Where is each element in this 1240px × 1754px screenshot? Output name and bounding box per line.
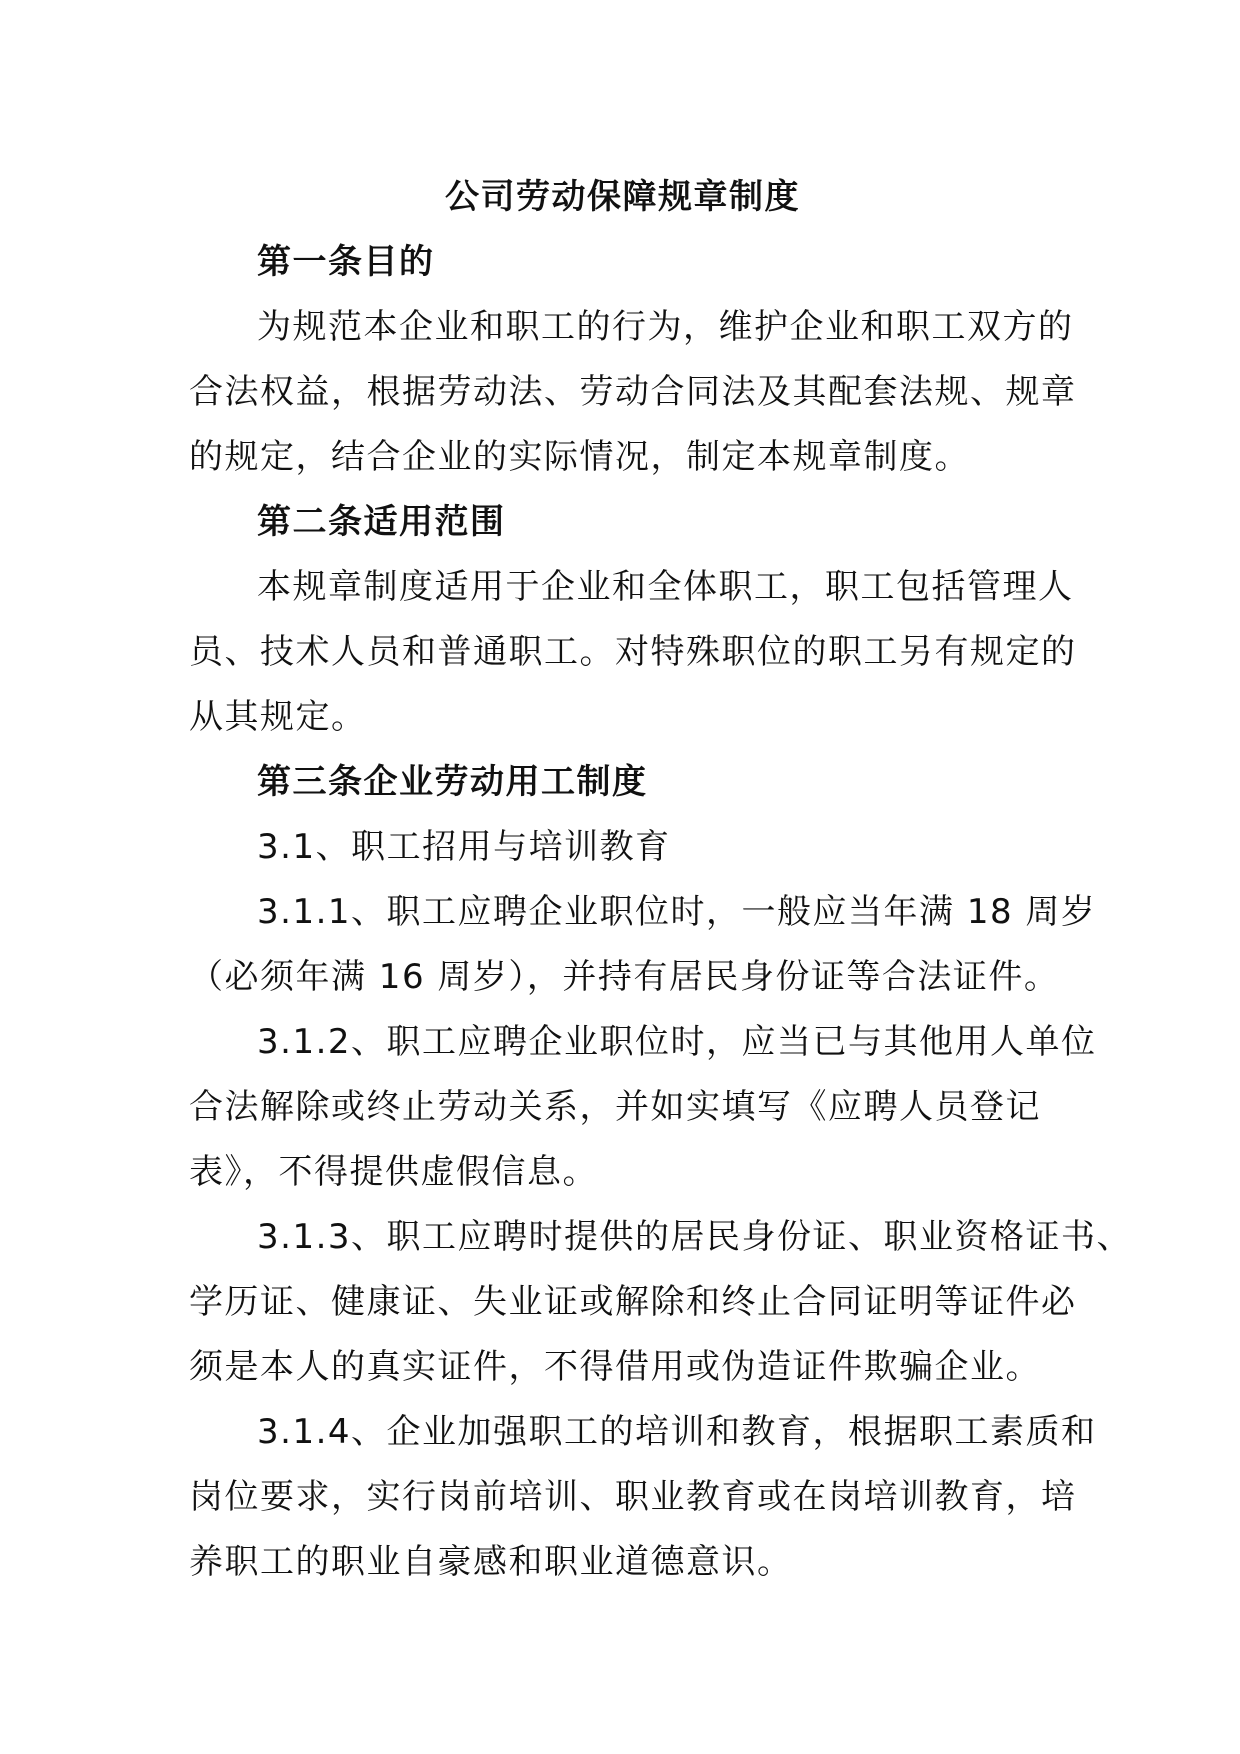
text-line: 表》，不得提供虚假信息。 xyxy=(189,1152,598,1192)
text-line: （必须年满 16 周岁），并持有居民身份证等合法证件。 xyxy=(189,957,1060,997)
text-line: 须是本人的真实证件，不得借用或伪造证件欺骗企业。 xyxy=(189,1347,1041,1387)
text-line: 3.1.4、企业加强职工的培训和教育，根据职工素质和 xyxy=(257,1412,1097,1452)
document-title: 公司劳动保障规章制度 xyxy=(445,177,800,217)
section-heading: 第三条企业劳动用工制度 xyxy=(257,762,648,802)
text-line: 3.1.2、职工应聘企业职位时，应当已与其他用人单位 xyxy=(257,1022,1097,1062)
section-heading: 第二条适用范围 xyxy=(257,502,506,542)
text-line: 3.1.3、职工应聘时提供的居民身份证、职业资格证书、 xyxy=(257,1217,1133,1257)
text-line: 岗位要求，实行岗前培训、职业教育或在岗培训教育，培 xyxy=(189,1477,1077,1517)
text-line: 合法解除或终止劳动关系，并如实填写《应聘人员登记 xyxy=(189,1087,1041,1127)
document-body xyxy=(189,165,1133,1595)
text-line: 本规章制度适用于企业和全体职工，职工包括管理人 xyxy=(257,567,1074,607)
text-line: 员、技术人员和普通职工。对特殊职位的职工另有规定的 xyxy=(189,632,1077,672)
text-line: 为规范本企业和职工的行为，维护企业和职工双方的 xyxy=(257,307,1074,347)
text-line: 学历证、健康证、失业证或解除和终止合同证明等证件必 xyxy=(189,1282,1077,1322)
text-line: 3.1.1、职工应聘企业职位时，一般应当年满 18 周岁 xyxy=(257,892,1097,932)
section-heading: 第一条目的 xyxy=(257,242,435,282)
document-lines xyxy=(189,230,1133,1595)
text-line: 的规定，结合企业的实际情况，制定本规章制度。 xyxy=(189,437,970,477)
text-line: 合法权益，根据劳动法、劳动合同法及其配套法规、规章 xyxy=(189,372,1077,412)
text-line: 3.1、职工招用与培训教育 xyxy=(257,827,671,867)
text-line: 养职工的职业自豪感和职业道德意识。 xyxy=(189,1542,793,1582)
text-line: 从其规定。 xyxy=(189,697,367,737)
